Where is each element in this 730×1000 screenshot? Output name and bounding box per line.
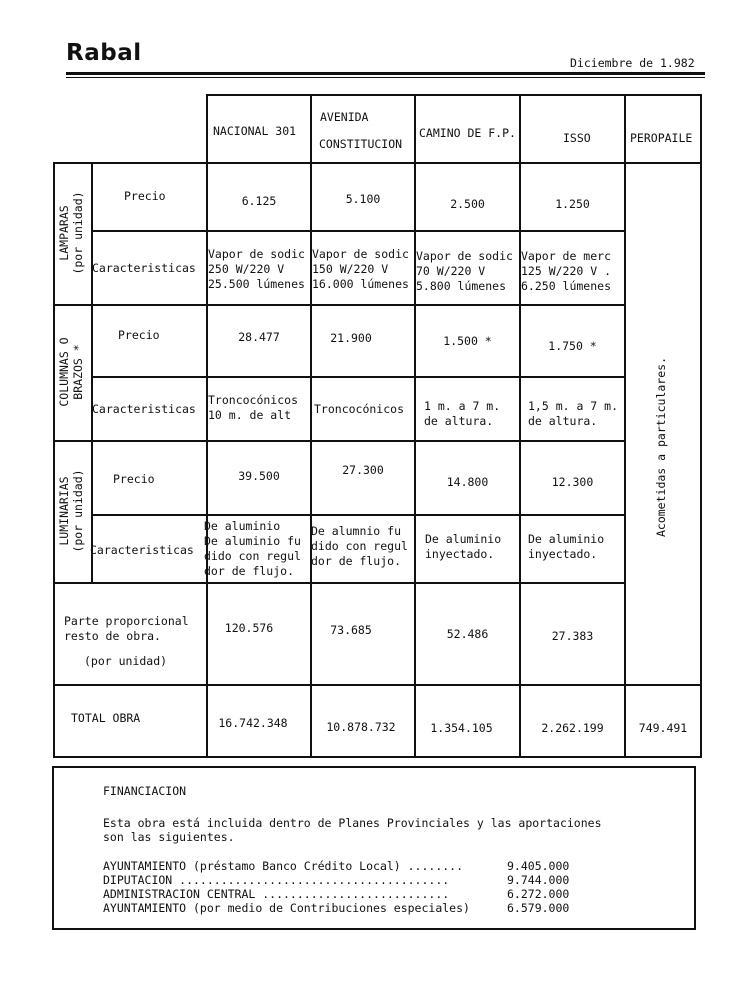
financiacion-intro: son las siguientes.: [103, 830, 235, 844]
financiacion-item-label: AYUNTAMIENTO (por medio de Contribuciones especiales): [103, 901, 470, 915]
row-label-caracteristicas: Caracteristicas: [90, 543, 194, 557]
cell-parte-proporcional: 120.576: [224, 621, 274, 635]
cell-lamparas-caracteristicas: Vapor de sodic 250 W/220 V 25.500 lúmenes: [208, 247, 305, 291]
financiacion-item-value: 6.272.000: [507, 887, 570, 901]
column-header-nacional-301: NACIONAL 301: [213, 124, 297, 138]
cell-lamparas-caracteristicas: Vapor de sodic 150 W/220 V 16.000 lúmenes: [312, 247, 409, 291]
group-label-luminarias: LUMINARIAS (por unidad): [57, 469, 85, 553]
cell-luminarias-caracteristicas: De aluminio inyectado.: [528, 532, 605, 561]
column-header-isso: ISSO: [563, 131, 591, 145]
cell-luminarias-precio: 14.800: [446, 475, 489, 489]
column-header-constitucion: CONSTITUCION: [319, 137, 403, 151]
row-label-precio: Precio: [113, 472, 155, 486]
financiacion-item-label: AYUNTAMIENTO (préstamo Banco Crédito Local) ........: [103, 859, 464, 873]
row-label-precio: Precio: [118, 328, 160, 342]
cell-luminarias-caracteristicas: De alumnio fu dido con regul dor de flujo.: [311, 524, 408, 568]
cell-columnas-caracteristicas: Troncocónicos: [314, 402, 405, 416]
cell-total-obra: 2.262.199: [541, 721, 604, 735]
cell-columnas-precio: 1.500 *: [443, 334, 492, 348]
row-label-parte-proporcional: Parte proporcional: [64, 614, 189, 628]
row-label-caracteristicas: Caracteristicas: [92, 402, 196, 416]
cell-columnas-precio: 21.900: [330, 331, 372, 345]
cell-lamparas-caracteristicas: Vapor de merc 125 W/220 V . 6.250 lúmenes: [521, 249, 612, 293]
row-label-precio: Precio: [124, 189, 166, 203]
cell-lamparas-precio: 1.250: [555, 197, 590, 211]
financiacion-item-value: 9.405.000: [507, 859, 570, 873]
cell-luminarias-precio: 12.300: [551, 475, 594, 489]
financiacion-intro: Esta obra está incluida dentro de Planes Provinciales y las aportaciones: [103, 816, 602, 830]
cell-parte-proporcional: 52.486: [446, 627, 489, 641]
brand-logo: Rabal: [66, 40, 142, 66]
financiacion-item-label: ADMINISTRACION CENTRAL ...........................: [103, 887, 450, 901]
cell-parte-proporcional: 73.685: [330, 623, 372, 637]
peropaile-note: Acometidas a particulares.: [654, 357, 668, 538]
group-label-columnas: COLUMNAS O BRAZOS *: [57, 337, 85, 407]
cell-total-obra: 10.878.732: [326, 720, 396, 734]
cell-lamparas-precio: 6.125: [241, 194, 277, 208]
row-label-resto-obra: resto de obra.: [64, 629, 161, 643]
cell-columnas-caracteristicas: 1,5 m. a 7 m. de altura.: [528, 399, 619, 428]
row-label-total-obra: TOTAL OBRA: [71, 711, 141, 725]
cell-luminarias-precio: 39.500: [238, 469, 280, 483]
cell-lamparas-precio: 2.500: [450, 197, 485, 211]
cell-lamparas-caracteristicas: Vapor de sodic 70 W/220 V 5.800 lúmenes: [416, 249, 513, 293]
financiacion-box: [52, 766, 696, 930]
cell-columnas-caracteristicas: Troncocónicos 10 m. de alt: [208, 393, 299, 422]
group-label-lamparas: LAMPARAS (por unidad): [57, 191, 85, 275]
financiacion-item-label: DIPUTACION .......................................: [103, 873, 450, 887]
cell-luminarias-precio: 27.300: [342, 463, 384, 477]
cell-columnas-precio: 28.477: [238, 330, 280, 344]
cell-total-obra: 16.742.348: [218, 716, 288, 730]
cell-total-obra: 749.491: [638, 721, 688, 735]
cell-total-obra: 1.354.105: [430, 721, 493, 735]
financiacion-title: FINANCIACION: [103, 784, 187, 798]
cell-columnas-precio: 1.750 *: [548, 339, 597, 353]
row-label-caracteristicas: Caracteristicas: [92, 261, 196, 275]
column-header-camino: CAMINO DE F.P.: [419, 126, 516, 140]
cell-parte-proporcional: 27.383: [551, 629, 594, 643]
cell-lamparas-precio: 5.100: [345, 192, 381, 206]
financiacion-item-value: 9.744.000: [507, 873, 570, 887]
column-header-peropaile: PEROPAILE: [630, 131, 693, 145]
financiacion-item-value: 6.579.000: [507, 901, 570, 915]
cell-luminarias-caracteristicas: De aluminio De aluminio fu dido con regul dor de flujo.: [204, 519, 301, 578]
header-rule: [66, 72, 705, 75]
header-rule-thin: [66, 77, 705, 78]
cell-columnas-caracteristicas: 1 m. a 7 m. de altura.: [424, 399, 501, 428]
document-date: Diciembre de 1.982: [570, 56, 695, 70]
row-label-por-unidad: (por unidad): [84, 654, 168, 668]
column-header-avenida: AVENIDA: [320, 110, 369, 124]
cell-luminarias-caracteristicas: De aluminio inyectado.: [425, 532, 502, 561]
